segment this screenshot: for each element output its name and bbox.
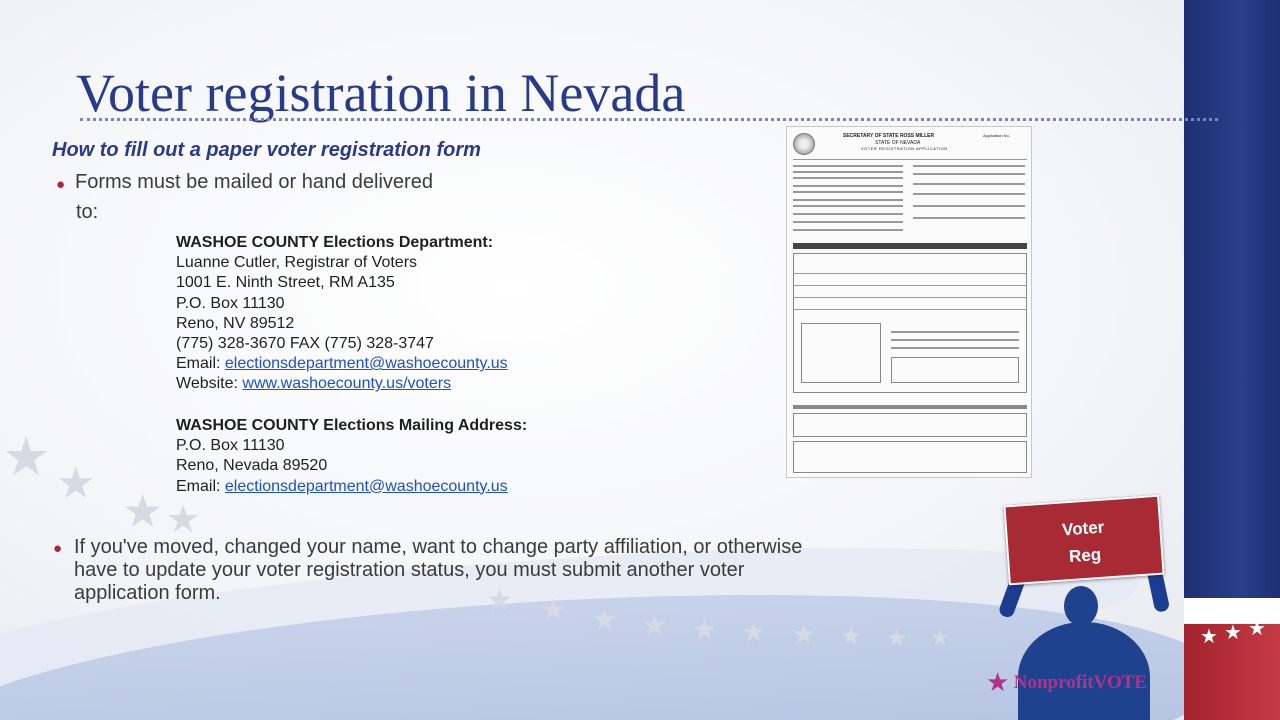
office-heading: WASHOE COUNTY Elections Department:	[176, 234, 494, 251]
form-official-bar	[793, 405, 1027, 409]
mailing-line: Reno, Nevada 89520	[176, 457, 328, 475]
star-icon: ★	[592, 603, 618, 636]
form-application-number: Application No.	[983, 133, 1010, 138]
office-line: Luanne Cutler, Registrar of Voters	[176, 254, 418, 272]
voter-registration-form-image	[786, 126, 1032, 478]
form-checkbox-bar	[793, 243, 1027, 249]
form-text-line	[793, 199, 903, 201]
state-seal-icon	[793, 133, 815, 155]
office-line: P.O. Box 11130	[176, 294, 285, 312]
form-receipt-box	[793, 441, 1027, 473]
star-icon: ★	[742, 618, 766, 648]
sign-line: Reg	[1068, 544, 1102, 567]
bullet-text: Forms must be mailed or hand delivered	[75, 171, 433, 193]
flag-stripe-blue	[1184, 0, 1280, 598]
mailing-address-block	[176, 416, 527, 497]
form-header: STATE OF NEVADA	[875, 140, 921, 146]
nonprofit-vote-logo	[986, 668, 1147, 698]
form-text-line	[891, 347, 1019, 349]
star-icon: ★	[642, 609, 668, 642]
silhouette-head	[1064, 586, 1098, 626]
form-text-line	[793, 285, 1027, 286]
bullet-icon: ●	[56, 176, 66, 193]
form-text-line	[793, 185, 903, 187]
office-address-block	[176, 233, 508, 395]
email-label: Email:	[176, 355, 221, 373]
office-line: Reno, NV 89512	[176, 314, 295, 332]
bullet-text-continued: to:	[76, 201, 99, 223]
form-text-line	[913, 205, 1025, 207]
office-line: 1001 E. Ninth Street, RM A135	[176, 274, 395, 292]
star-icon: ★	[166, 497, 201, 541]
form-text-line	[793, 221, 903, 223]
page-title: Voter registration in Nevada	[76, 63, 686, 123]
form-text-line	[793, 165, 903, 167]
form-text-line	[793, 309, 1027, 310]
star-icon: ★	[930, 626, 950, 651]
form-text-line	[913, 183, 1025, 185]
form-header: VOTER REGISTRATION APPLICATION	[861, 146, 948, 151]
voter-reg-sign	[1003, 495, 1164, 586]
star-icon: ★	[792, 620, 816, 650]
form-text-line	[793, 273, 1027, 274]
subtitle: How to fill out a paper voter registration form	[52, 139, 481, 161]
star-icon: ★	[2, 425, 51, 488]
form-text-line	[891, 339, 1019, 341]
star-icon: ★	[1200, 624, 1218, 648]
star-icon: ★	[540, 593, 567, 628]
star-icon: ★	[886, 624, 908, 652]
form-party-box	[801, 323, 881, 383]
form-text-line	[891, 331, 1019, 333]
form-header: SECRETARY OF STATE ROSS MILLER	[843, 133, 935, 139]
form-text-line	[913, 217, 1025, 219]
office-email-row	[176, 354, 508, 374]
mailing-heading: WASHOE COUNTY Elections Mailing Address:	[176, 417, 528, 434]
mailing-line: P.O. Box 11130	[176, 437, 285, 455]
office-line: (775) 328-3670 FAX (775) 328-3747	[176, 335, 434, 353]
mailing-email-link[interactable]: electionsdepartment@washoecounty.us	[224, 477, 508, 495]
form-signature-box	[891, 357, 1019, 383]
office-website-link[interactable]: www.washoecounty.us/voters	[242, 375, 452, 393]
form-text-line	[913, 165, 1025, 167]
form-text-line	[793, 171, 903, 173]
bullet-icon: ●	[53, 540, 63, 557]
star-icon: ★	[122, 484, 164, 538]
form-text-line	[793, 297, 1027, 298]
form-text-line	[793, 229, 903, 231]
star-logo-icon: ★	[986, 668, 1010, 698]
title-divider	[80, 118, 1218, 121]
office-email-link[interactable]: electionsdepartment@washoecounty.us	[224, 355, 508, 373]
star-icon: ★	[56, 458, 96, 509]
bullet-text: If you've moved, changed your name, want to change party affiliation, or otherwise have to update your voter registration status, you must submit another voter application form.	[74, 536, 803, 604]
office-website-row	[176, 374, 508, 394]
star-icon: ★	[840, 622, 862, 650]
form-text-line	[793, 205, 903, 207]
logo-text: NonprofitVOTE	[1013, 672, 1148, 693]
form-text-line	[913, 193, 1025, 195]
star-icon: ★	[692, 613, 718, 646]
sign-line: Voter	[1061, 517, 1105, 540]
website-label: Website:	[176, 375, 238, 393]
form-text-line	[793, 213, 903, 215]
star-icon: ★	[486, 583, 513, 618]
star-icon: ★	[1248, 616, 1266, 640]
form-text-line	[793, 177, 903, 179]
star-icon: ★	[1224, 620, 1242, 644]
form-text-line	[913, 173, 1025, 175]
email-label: Email:	[176, 477, 221, 495]
form-agency-box	[793, 413, 1027, 437]
form-text-line	[793, 159, 1027, 160]
mailing-email-row	[176, 477, 527, 497]
form-text-line	[793, 191, 903, 193]
